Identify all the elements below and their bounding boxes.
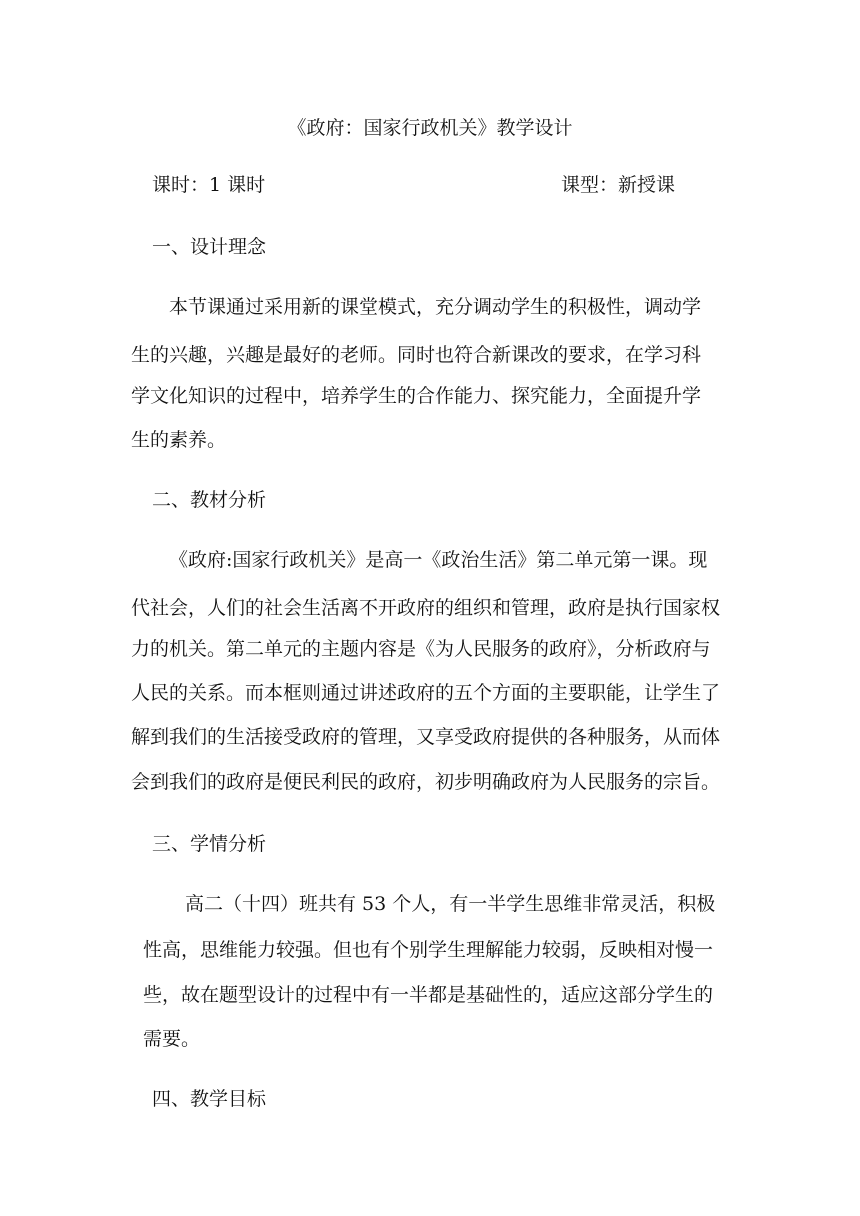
paragraph-line: 学文化知识的过程中，培养学生的合作能力、探究能力，全面提升学 xyxy=(131,385,702,407)
section-heading-textbook-analysis: 二、教材分析 xyxy=(152,489,267,511)
document-title: 《政府：国家行政机关》教学设计 xyxy=(287,117,573,139)
paragraph-line: 会到我们的政府是便民利民的政府，初步明确政府为人民服务的宗旨。 xyxy=(131,771,721,793)
section-heading-student-analysis: 三、学情分析 xyxy=(152,833,267,855)
paragraph-line: 力的机关。第二单元的主题内容是《为人民服务的政府》，分析政府与 xyxy=(131,638,711,660)
paragraph-line: 本节课通过采用新的课堂模式，充分调动学生的积极性，调动学 xyxy=(169,296,702,318)
paragraph-line: 高二（十四）班共有 53 个人，有一半学生思维非常灵活，积极 xyxy=(185,893,716,915)
section-heading-design-concept: 一、设计理念 xyxy=(152,236,267,258)
paragraph-line: 解到我们的生活接受政府的管理，又享受政府提供的各种服务，从而体 xyxy=(131,726,721,748)
paragraph-line: 生的兴趣，兴趣是最好的老师。同时也符合新课改的要求，在学习科 xyxy=(131,344,702,366)
paragraph-line: 性高，思维能力较强。但也有个别学生理解能力较弱，反映相对慢一 xyxy=(143,939,714,961)
paragraph-line: 代社会，人们的社会生活离不开政府的组织和管理，政府是执行国家权 xyxy=(131,597,721,619)
paragraph-line: 些，故在题型设计的过程中有一半都是基础性的，适应这部分学生的 xyxy=(143,984,714,1006)
paragraph-line: 《政府:国家行政机关》是高一《政治生活》第二单元第一课。现 xyxy=(169,549,708,571)
lesson-type-label: 课型：新授课 xyxy=(561,174,676,196)
paragraph-line: 人民的关系。而本框则通过讲述政府的五个方面的主要职能，让学生了 xyxy=(131,682,721,704)
section-heading-teaching-objectives: 四、教学目标 xyxy=(152,1088,267,1110)
class-hours-label: 课时：1 课时 xyxy=(152,174,266,196)
paragraph-line: 生的素养。 xyxy=(131,429,227,451)
paragraph-line: 需要。 xyxy=(143,1028,201,1050)
